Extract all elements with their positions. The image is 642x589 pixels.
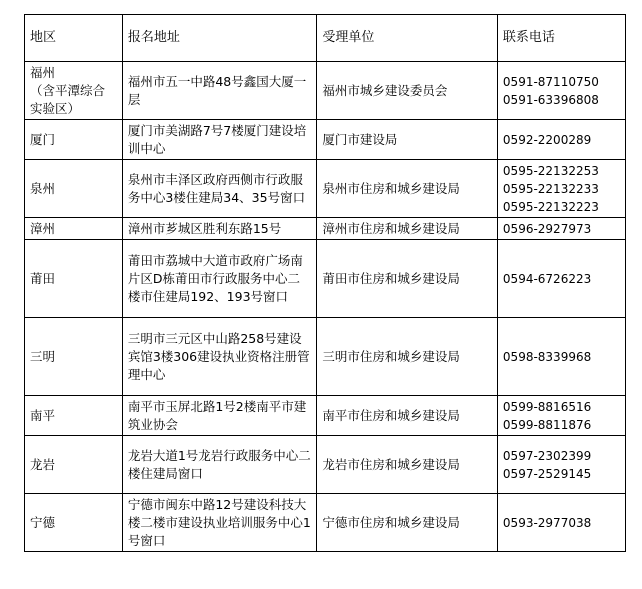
header-address: 报名地址 [122, 15, 317, 62]
region-name: 厦门 [30, 131, 56, 147]
table-row [25, 120, 626, 160]
region-cell [25, 120, 123, 160]
address-cell: 三明市三元区中山路258号建设宾馆3楼306建设执业资格注册管理中心 [122, 318, 317, 396]
phone-cell [497, 396, 625, 436]
unit-cell: 三明市住房和城乡建设局 [317, 318, 498, 396]
address-cell: 莆田市荔城中大道市政府广场南片区D栋莆田市行政服务中心二楼市住建局192、193号窗口 [122, 240, 317, 318]
table-row [25, 218, 626, 240]
region-name: 福州 （含平潭综合实验区） [30, 64, 106, 116]
phone-number: 0595-22132253 [502, 163, 599, 178]
unit-cell: 莆田市住房和城乡建设局 [317, 240, 498, 318]
header-unit: 受理单位 [317, 15, 498, 62]
phone-cell [497, 240, 625, 318]
address-cell: 南平市玉屏北路1号2楼南平市建筑业协会 [122, 396, 317, 436]
region-name: 宁德 [30, 514, 56, 530]
phone-number: 0599-8811876 [502, 417, 592, 432]
phone-cell [497, 494, 625, 552]
unit-cell: 龙岩市住房和城乡建设局 [317, 436, 498, 494]
address-cell: 宁德市闽东中路12号建设科技大楼二楼市建设执业培训服务中心1号窗口 [122, 494, 317, 552]
phone-cell [497, 318, 625, 396]
region-cell [25, 436, 123, 494]
table-row [25, 240, 626, 318]
phone-number: 0597-2529145 [502, 466, 592, 481]
region-name: 泉州 [30, 180, 56, 196]
phone-number: 0595-22132223 [502, 199, 599, 214]
header-region: 地区 [25, 15, 123, 62]
phone-cell [497, 120, 625, 160]
region-cell [25, 494, 123, 552]
phone-number: 0599-8816516 [502, 399, 592, 414]
phone-cell [497, 160, 625, 218]
table-row [25, 436, 626, 494]
region-cell [25, 218, 123, 240]
phone-number: 0592-2200289 [502, 132, 592, 147]
phone-number: 0593-2977038 [502, 515, 592, 530]
phone-cell [497, 218, 625, 240]
table-row [25, 318, 626, 396]
unit-cell: 泉州市住房和城乡建设局 [317, 160, 498, 218]
region-cell [25, 240, 123, 318]
registration-table [24, 14, 626, 552]
unit-cell: 漳州市住房和城乡建设局 [317, 218, 498, 240]
region-name: 龙岩 [30, 456, 56, 472]
address-cell: 泉州市丰泽区政府西侧市行政服务中心3楼住建局34、35号窗口 [122, 160, 317, 218]
address-cell: 龙岩大道1号龙岩行政服务中心二楼住建局窗口 [122, 436, 317, 494]
address-cell: 福州市五一中路48号鑫国大厦一层 [122, 62, 317, 120]
header-phone: 联系电话 [497, 15, 625, 62]
unit-cell: 南平市住房和城乡建设局 [317, 396, 498, 436]
phone-number: 0596-2927973 [502, 221, 592, 236]
region-name: 莆田 [30, 270, 56, 286]
phone-number: 0597-2302399 [502, 448, 592, 463]
region-name: 南平 [30, 407, 56, 423]
phone-cell [497, 62, 625, 120]
phone-number: 0591-63396808 [502, 92, 599, 107]
table-row [25, 396, 626, 436]
region-cell [25, 396, 123, 436]
unit-cell: 福州市城乡建设委员会 [317, 62, 498, 120]
address-cell: 漳州市芗城区胜利东路15号 [122, 218, 317, 240]
phone-number: 0594-6726223 [502, 271, 592, 286]
phone-cell [497, 436, 625, 494]
region-name: 漳州 [30, 220, 56, 236]
region-cell [25, 160, 123, 218]
table-row [25, 160, 626, 218]
phone-number: 0595-22132233 [502, 181, 599, 196]
table-row [25, 494, 626, 552]
table-row [25, 62, 626, 120]
phone-number: 0598-8339968 [502, 349, 592, 364]
region-cell [25, 62, 123, 120]
unit-cell: 厦门市建设局 [317, 120, 498, 160]
unit-cell: 宁德市住房和城乡建设局 [317, 494, 498, 552]
table-header-row [25, 15, 626, 62]
address-cell: 厦门市美湖路7号7楼厦门建设培训中心 [122, 120, 317, 160]
region-name: 三明 [30, 348, 56, 364]
phone-number: 0591-87110750 [502, 74, 599, 89]
region-cell [25, 318, 123, 396]
